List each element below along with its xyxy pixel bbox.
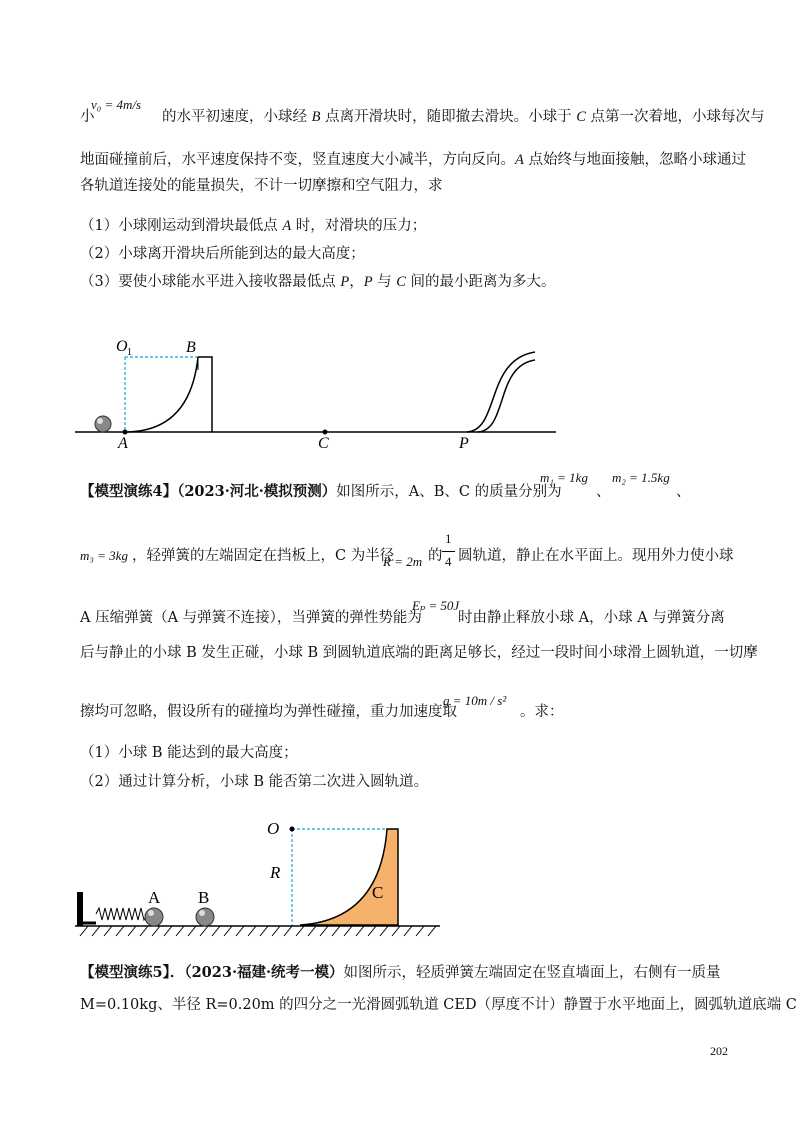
fig2-label-A: A (148, 888, 161, 907)
p1-line2: 地面碰撞前后，水平速度保持不变，竖直速度大小减半，方向反向。A 点始终与地面接触，忽略小球通过 (80, 152, 746, 168)
ground-hatching (80, 926, 436, 936)
label-O1: O (116, 338, 128, 355)
p3-line1: 【模型演练5】．（2023·福建·统考一模）如图所示，轻质弹簧左端固定在竖直墙面上，右侧有一质量 (80, 964, 721, 981)
p3-line2: M=0.10kg、半径 R=0.20m 的四分之一光滑圆弧轨道 CED（厚度不计）静置于水平地面上，圆弧轨道底端 C (80, 997, 797, 1013)
label-A: A (118, 435, 128, 452)
p2-line4: 后与静止的小球 B 发生正碰，小球 B 到圆轨道底端的距离足够长，经过一段时间小球滑上圆轨道，一切摩 (80, 645, 758, 661)
ball-A (145, 908, 163, 926)
label-B: B (186, 339, 196, 356)
p2-line2b: 的 (428, 548, 443, 564)
p2-line5b: 。求： (520, 704, 564, 720)
p1-q1: （1）小球刚运动到滑块最低点 A 时，对滑块的压力； (80, 218, 427, 234)
p2-line2c: 圆轨道，静止在水平面上。现用外力使小球 (458, 548, 734, 564)
p2-q1: （1）小球 B 能达到的最大高度； (80, 745, 298, 761)
v0-formula: v₀ = 4m/s (91, 97, 142, 112)
label-O1-sub: 1 (127, 347, 132, 358)
spring (96, 908, 147, 920)
wall-plate (77, 892, 83, 926)
p1-line1-pre: 小 (80, 109, 95, 125)
p1-line3: 各轨道连接处的能量损失，不计一切摩擦和空气阻力，求 (80, 178, 443, 194)
frac-denominator: 4 (445, 554, 452, 569)
fig2-label-R: R (270, 863, 281, 882)
p2-title: 【模型演练4】（2023·河北·模拟预测） (80, 483, 337, 500)
g-formula: g = 10m / s² (443, 693, 507, 708)
frac-numerator: 1 (445, 531, 452, 546)
p1-q3: （3）要使小球能水平进入接收器最低点 P，P 与 C 间的最小距离为多大。 (80, 274, 556, 290)
p2-line2a: ，轻弹簧的左端固定在挡板上，C 为半径 (132, 548, 395, 564)
p2-line3b: 时由静止释放小球 A，小球 A 与弹簧分离 (458, 610, 725, 626)
p3-title: 【模型演练5】．（2023·福建·统考一模） (80, 964, 344, 981)
m2-formula: m₂ = 1.5kg (612, 470, 670, 485)
arc-track-C (300, 829, 398, 925)
p2-line5a: 擦均可忽略，假设所有的碰撞均为弹性碰撞，重力加速度取 (80, 704, 457, 720)
label-P: P (459, 435, 469, 452)
m3-formula: m₃ = 3kg (80, 548, 128, 563)
p1-line1-cont: 的水平初速度，小球经 B 点离开滑块时，随即撤去滑块。小球于 C 点第一次着地，小球每次与 (162, 109, 765, 125)
Ep-formula: Eₚ = 50J (412, 598, 460, 613)
p2-sep2: 、 (676, 484, 691, 500)
p1-q2: （2）小球离开滑块后所能到达的最大高度； (80, 246, 365, 262)
R-formula: R = 2m (383, 554, 423, 569)
ball-B (196, 908, 214, 926)
center-O-dot (290, 827, 295, 832)
p2-q2: （2）通过计算分析，小球 B 能否第二次进入圆轨道。 (80, 774, 429, 790)
m1-formula: m₁ = 1kg (540, 470, 588, 485)
label-C: C (318, 435, 329, 452)
fig2-label-B: B (198, 888, 210, 907)
p2-line3a: A 压缩弹簧（A 与弹簧不连接），当弹簧的弹性势能为 (80, 610, 422, 626)
p2-line1: 【模型演练4】（2023·河北·模拟预测）如图所示，A、B、C 的质量分别为 (80, 483, 562, 500)
p2-sep1: 、 (596, 484, 611, 500)
fig2-label-O: O (267, 819, 280, 838)
page-number: 202 (710, 1044, 728, 1058)
fig2-label-C: C (372, 883, 384, 902)
